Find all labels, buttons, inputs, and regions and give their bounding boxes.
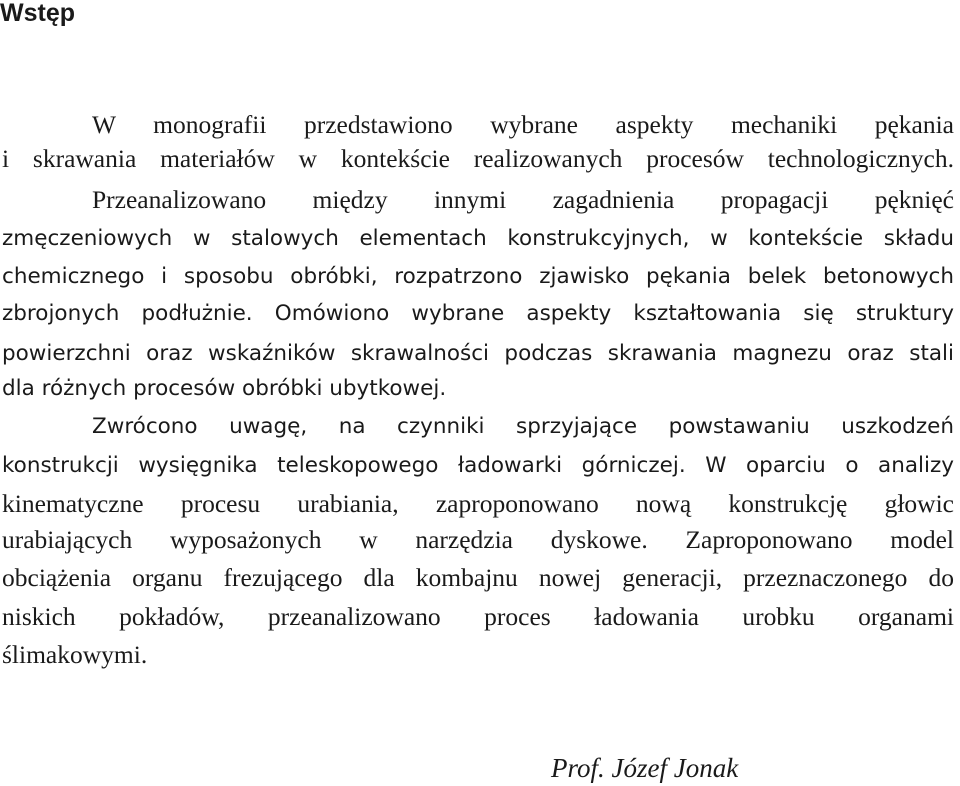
paragraph-line: Przeanalizowano między innymi zagadnienia propagacji pęknięć: [92, 185, 954, 214]
paragraph-line: konstrukcji wysięgnika teleskopowego ładowarki górniczej. W oparciu o analizy: [2, 453, 954, 478]
paragraph-line: obciążenia organu frezującego dla kombajnu nowej generacji, przeznaczonego do: [2, 563, 954, 592]
paragraph-line: niskich pokładów, przeanalizowano proces ładowania urobku organami: [2, 602, 954, 631]
paragraph-line: i skrawania materiałów w kontekście realizowanych procesów technologicznych.: [2, 144, 954, 173]
paragraph-line: zbrojonych podłużnie. Omówiono wybrane aspekty kształtowania się struktury: [2, 301, 954, 326]
section-heading: Wstęp: [0, 0, 75, 27]
author-signature: Prof. Józef Jonak: [551, 753, 739, 783]
paragraph-line: chemicznego i sposobu obróbki, rozpatrzono zjawisko pękania belek betonowych: [2, 264, 954, 289]
paragraph-line: powierzchni oraz wskaźników skrawalności podczas skrawania magnezu oraz stali: [2, 341, 954, 366]
paragraph-line: urabiających wyposażonych w narzędzia dyskowe. Zaproponowano model: [2, 525, 954, 554]
paragraph-line: ślimakowymi.: [2, 640, 148, 669]
paragraph-line: W monografii przedstawiono wybrane aspekty mechaniki pękania: [92, 110, 954, 139]
paragraph-line: kinematyczne procesu urabiania, zaproponowano nową konstrukcję głowic: [2, 489, 954, 518]
paragraph-line: zmęczeniowych w stalowych elementach konstrukcyjnych, w kontekście składu: [2, 226, 954, 251]
paragraph-line: dla różnych procesów obróbki ubytkowej.: [2, 376, 447, 401]
paragraph-line: Zwrócono uwagę, na czynniki sprzyjające powstawaniu uszkodzeń: [92, 414, 954, 439]
